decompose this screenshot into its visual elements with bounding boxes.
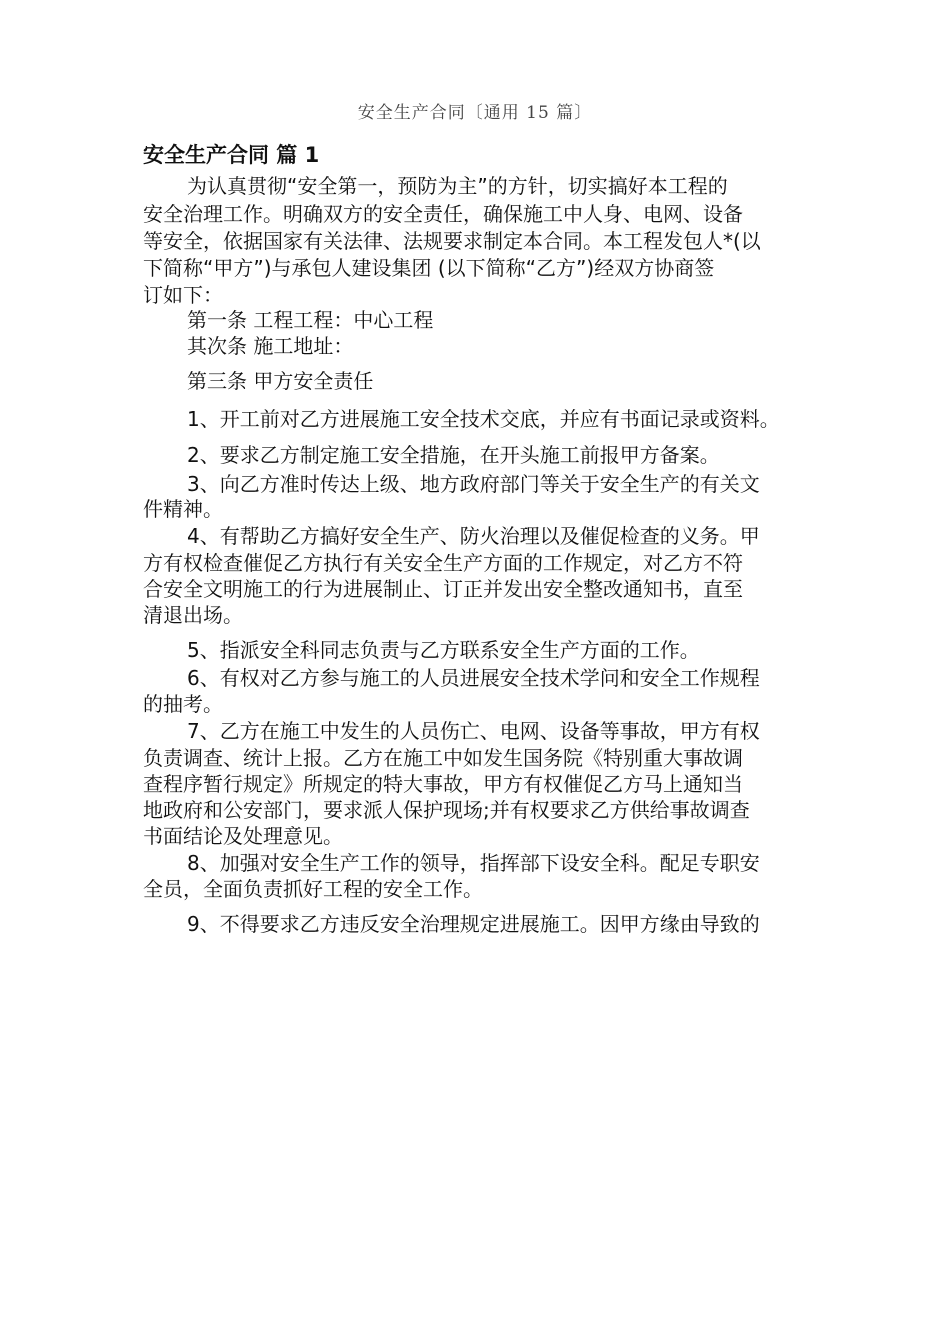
paragraph-line: 清退出场。: [143, 603, 243, 627]
paragraph-line: 等安全，依据国家有关法律、法规要求制定本合同。本工程发包人*(以: [143, 229, 761, 253]
paragraph-line: 查程序暂行规定》所规定的特大事故，甲方有权催促乙方马上通知当: [143, 772, 743, 796]
paragraph-line: 3、向乙方准时传达上级、地方政府部门等关于安全生产的有关文: [187, 472, 760, 496]
paragraph-line: 4、有帮助乙方搞好安全生产、防火治理以及催促检查的义务。甲: [187, 524, 760, 548]
paragraph-line: 方有权检查催促乙方执行有关安全生产方面的工作规定，对乙方不符: [143, 551, 743, 575]
paragraph-line: 1、开工前对乙方进展施工安全技术交底，并应有书面记录或资料。: [187, 407, 780, 431]
paragraph-line: 9、不得要求乙方违反安全治理规定进展施工。因甲方缘由导致的: [187, 912, 760, 936]
paragraph-line: 地政府和公安部门，要求派人保护现场;并有权要求乙方供给事故调查: [143, 798, 750, 822]
paragraph-line: 第三条 甲方安全责任: [187, 369, 374, 393]
paragraph-line: 合安全文明施工的行为进展制止、订正并发出安全整改通知书，直至: [143, 577, 743, 601]
paragraph-line: 订如下：: [143, 283, 223, 307]
section-title: 安全生产合同 篇 1: [143, 143, 320, 167]
paragraph-line: 6、有权对乙方参与施工的人员进展安全技术学问和安全工作规程: [187, 666, 760, 690]
paragraph-line: 全员，全面负责抓好工程的安全工作。: [143, 877, 483, 901]
paragraph-line: 下简称“甲方”)与承包人建设集团 (以下简称“乙方”)经双方协商签: [143, 256, 715, 280]
paragraph-line: 7、乙方在施工中发生的人员伤亡、电网、设备等事故，甲方有权: [187, 719, 760, 743]
paragraph-line: 第一条 工程工程：中心工程: [187, 308, 434, 332]
paragraph-line: 5、指派安全科同志负责与乙方联系安全生产方面的工作。: [187, 638, 700, 662]
paragraph-line: 书面结论及处理意见。: [143, 824, 343, 848]
paragraph-line: 为认真贯彻“安全第一，预防为主”的方针，切实搞好本工程的: [187, 174, 728, 198]
paragraph-line: 安全治理工作。明确双方的安全责任，确保施工中人身、电网、设备: [143, 202, 743, 226]
paragraph-line: 8、加强对安全生产工作的领导，指挥部下设安全科。配足专职安: [187, 851, 760, 875]
paragraph-line: 负责调查、统计上报。乙方在施工中如发生国务院《特别重大事故调: [143, 746, 743, 770]
paragraph-line: 的抽考。: [143, 692, 223, 716]
paragraph-line: 其次条 施工地址：: [187, 334, 354, 358]
document-header: 安全生产合同〔通用 15 篇〕: [357, 103, 593, 123]
paragraph-line: 件精神。: [143, 497, 223, 521]
paragraph-line: 2、要求乙方制定施工安全措施，在开头施工前报甲方备案。: [187, 443, 720, 467]
